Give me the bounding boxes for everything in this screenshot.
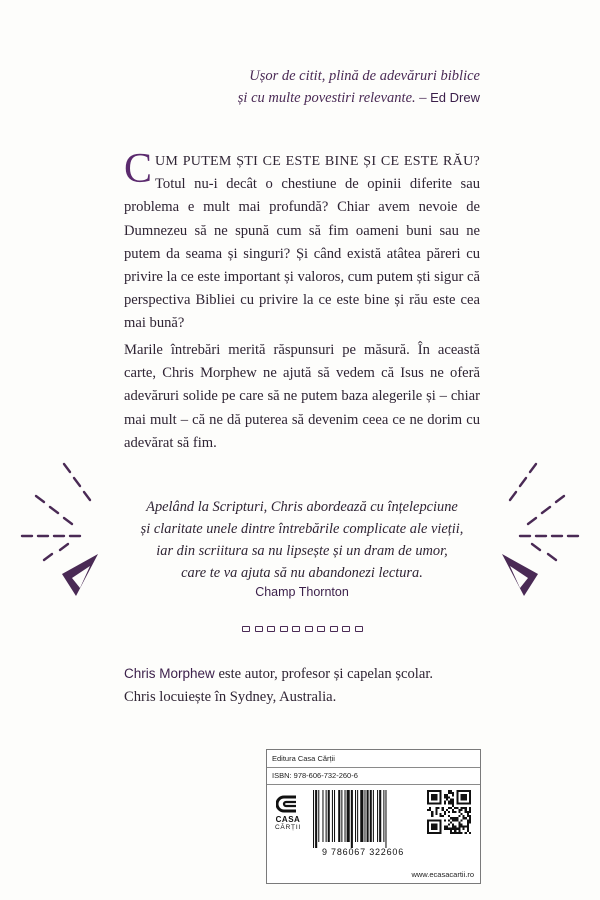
qr-module (461, 826, 463, 828)
qr-module (456, 807, 458, 809)
qr-module (454, 828, 456, 830)
qr-module (467, 811, 469, 813)
qr-module (465, 826, 467, 828)
qr-module (454, 832, 456, 834)
barcode-bar (379, 790, 381, 842)
qr-module (469, 819, 471, 821)
qr-module (458, 824, 460, 826)
qr-module (452, 824, 454, 826)
qr-module (461, 809, 463, 811)
barcode-bar (345, 790, 346, 842)
qr-module (440, 815, 442, 817)
qr-module (452, 792, 454, 794)
qr-module (446, 828, 448, 830)
qr-module (444, 819, 446, 821)
qr-module (444, 794, 446, 796)
qr-module (442, 809, 444, 811)
qr-module (454, 817, 456, 819)
qr-module (450, 800, 452, 802)
qr-module (454, 811, 456, 813)
qr-module (450, 792, 452, 794)
qr-module (448, 790, 450, 792)
qr-module (458, 811, 460, 813)
qr-module (456, 817, 458, 819)
barcode-bar (318, 790, 319, 842)
qr-module (465, 809, 467, 811)
barcode-bar (383, 790, 384, 842)
barcode-bar (315, 790, 317, 848)
publisher-website: www.ecasacartii.ro (411, 870, 474, 879)
qr-module (454, 830, 456, 832)
qr-module (469, 815, 471, 817)
qr-module (448, 803, 450, 805)
qr-module (461, 824, 463, 826)
qr-module (437, 807, 439, 809)
qr-module (454, 807, 456, 809)
qr-module (463, 828, 465, 830)
qr-module (435, 811, 437, 813)
qr-module (448, 824, 450, 826)
endorsement-author: Champ Thornton (255, 585, 349, 599)
qr-module (467, 826, 469, 828)
qr-module (463, 807, 465, 809)
qr-module (448, 828, 450, 830)
qr-module (444, 800, 446, 802)
qr-module (456, 832, 458, 834)
info-divider (267, 784, 480, 785)
qr-module (458, 809, 460, 811)
qr-module (450, 830, 452, 832)
drop-cap-letter: C (124, 146, 153, 192)
endorsement-line: iar din scriitura sa nu lipsește și un dram de umor, (156, 543, 448, 559)
qr-module (448, 796, 450, 798)
endorsement-line: și claritate unele dintre întrebările complicate ale vieții, (140, 521, 464, 537)
qr-module (446, 809, 448, 811)
logo-word-2: CĂRȚII (274, 824, 302, 831)
qr-module (444, 826, 446, 828)
qr-module (431, 815, 433, 817)
qr-module (452, 800, 454, 802)
qr-module (450, 798, 452, 800)
qr-module (461, 832, 463, 834)
intro-body-text: Totul nu-i decât o chestiune de opinii diferite sau problema e mult mai profundă? Chiar avem nevoie de Dumnezeu să ne spună cum să fim oameni buni sau ne putem da seama și singuri? Și când există atâtea păreri cu privire la ce este important și valoros, cum putem ști sigur că perspectiva Bibliei cu privire la ce este bine și rău este cea mai bună? (124, 176, 480, 332)
qr-module (450, 817, 452, 819)
qr-module (465, 817, 467, 819)
qr-module (446, 798, 448, 800)
barcode-bar (326, 790, 327, 842)
barcode-bar (341, 790, 342, 842)
intro-lead-question: UM PUTEM ȘTI CE ESTE BINE ȘI CE ESTE RĂU? (155, 154, 480, 169)
endorsement-line: Apelând la Scripturi, Chris abordează cu înțelepciune (146, 499, 458, 515)
barcode-bar (351, 790, 353, 848)
qr-module (458, 828, 460, 830)
isbn-barcode (309, 790, 417, 848)
qr-module (444, 828, 446, 830)
barcode-bar (385, 790, 386, 848)
barcode-bar (322, 790, 323, 842)
barcode-bar (338, 790, 340, 842)
author-bio-line-1: este autor, profesor și capelan școlar. (218, 666, 434, 682)
qr-module (456, 819, 458, 821)
qr-finder (461, 794, 467, 800)
qr-module (452, 805, 454, 807)
barcode-digits: 9 786067 322606 (321, 847, 405, 857)
qr-module (467, 824, 469, 826)
author-bio (124, 662, 504, 709)
divider-dot (292, 626, 300, 632)
qr-module (467, 813, 469, 815)
qr-module (450, 807, 452, 809)
qr-module (452, 832, 454, 834)
top-quote-author: Ed Drew (430, 90, 480, 105)
qr-module (450, 803, 452, 805)
intro-paragraph (124, 146, 480, 336)
qr-code (427, 790, 471, 834)
qr-module (435, 809, 437, 811)
qr-module (450, 832, 452, 834)
qr-module (448, 807, 450, 809)
qr-module (440, 813, 442, 815)
qr-module (458, 832, 460, 834)
qr-module (458, 815, 460, 817)
logo-word-1: CASA (275, 815, 301, 824)
barcode-bar (332, 790, 333, 842)
qr-module (467, 821, 469, 823)
qr-module (461, 819, 463, 821)
divider-dot (305, 626, 313, 632)
qr-module (442, 815, 444, 817)
qr-module (450, 828, 452, 830)
qr-module (452, 819, 454, 821)
right-burst-ornament (496, 456, 586, 616)
barcode-bar (328, 790, 330, 842)
qr-module (429, 809, 431, 811)
qr-module (435, 813, 437, 815)
qr-module (454, 826, 456, 828)
qr-module (463, 817, 465, 819)
divider-dot (342, 626, 350, 632)
dot-divider (242, 626, 363, 632)
qr-module (456, 828, 458, 830)
qr-module (461, 813, 463, 815)
divider-dot (280, 626, 288, 632)
qr-module (452, 798, 454, 800)
divider-dot (267, 626, 275, 632)
qr-module (446, 794, 448, 796)
qr-module (444, 803, 446, 805)
qr-module (458, 826, 460, 828)
publisher-info-box (266, 749, 481, 884)
qr-module (469, 832, 471, 834)
barcode-bar (373, 790, 374, 842)
qr-module (469, 817, 471, 819)
divider-dot (255, 626, 263, 632)
qr-module (429, 807, 431, 809)
qr-module (467, 828, 469, 830)
qr-module (442, 807, 444, 809)
qr-module (452, 826, 454, 828)
qr-module (444, 796, 446, 798)
qr-module (458, 821, 460, 823)
barcode-bar (360, 790, 363, 842)
publisher-name: Editura Casa Cărții (272, 754, 335, 763)
publisher-logo-icon (276, 794, 300, 814)
qr-module (450, 790, 452, 792)
divider-dot (330, 626, 338, 632)
qr-module (452, 817, 454, 819)
qr-module (448, 815, 450, 817)
barcode-bar (313, 790, 314, 848)
qr-module (452, 803, 454, 805)
barcode-bar (357, 790, 358, 842)
qr-module (458, 830, 460, 832)
qr-module (452, 811, 454, 813)
qr-module (452, 828, 454, 830)
divider-dot (317, 626, 325, 632)
qr-module (469, 809, 471, 811)
qr-module (467, 815, 469, 817)
qr-module (446, 826, 448, 828)
divider-dot (355, 626, 363, 632)
qr-module (467, 819, 469, 821)
divider-dot (242, 626, 250, 632)
qr-module (469, 807, 471, 809)
barcode-bar (370, 790, 372, 842)
qr-module (469, 811, 471, 813)
top-endorsement-quote (100, 66, 480, 109)
qr-finder (431, 824, 437, 830)
barcode-bar (377, 790, 378, 842)
qr-module (467, 830, 469, 832)
barcode-bar (355, 790, 356, 842)
top-quote-line-1: Ușor de citit, plină de adevăruri biblice (249, 68, 480, 84)
qr-module (431, 811, 433, 813)
endorsement-quote (122, 496, 482, 584)
qr-module (463, 815, 465, 817)
qr-module (448, 811, 450, 813)
qr-module (444, 813, 446, 815)
qr-finder (431, 794, 437, 800)
qr-module (450, 821, 452, 823)
info-divider (267, 767, 480, 768)
qr-module (465, 807, 467, 809)
qr-module (448, 819, 450, 821)
qr-module (448, 800, 450, 802)
qr-module (444, 811, 446, 813)
qr-module (454, 819, 456, 821)
qr-module (427, 809, 429, 811)
qr-module (465, 832, 467, 834)
description-paragraph: Marile întrebări merită răspunsuri pe măsură. În această carte, Chris Morphew ne ajută să vedem că Isus ne oferă adevăruri solide pe care să ne putem baza alegerile și – chiar mai mult – că ne dă puterea să devenim ceea ce ne dorim cu adevărat să fim. (124, 342, 480, 451)
qr-module (431, 813, 433, 815)
qr-module (435, 807, 437, 809)
qr-module (461, 807, 463, 809)
qr-module (446, 796, 448, 798)
barcode-bar (367, 790, 369, 842)
author-bio-line-2: Chris locuiește în Sydney, Australia. (124, 689, 337, 705)
qr-module (469, 821, 471, 823)
qr-module (452, 794, 454, 796)
qr-module (465, 811, 467, 813)
qr-module (448, 792, 450, 794)
qr-module (463, 826, 465, 828)
author-name: Chris Morphew (124, 666, 215, 681)
isbn-text: ISBN: 978-606-732-260-6 (272, 771, 358, 780)
qr-module (452, 809, 454, 811)
barcode-bar (334, 790, 335, 842)
top-quote-line-2: și cu multe povestiri relevante. – (237, 90, 427, 106)
barcode-bar (347, 790, 350, 842)
barcode-bar (364, 790, 365, 842)
publisher-logo (271, 794, 305, 846)
endorsement-line: care te va ajuta să nu abandonezi lectura. (181, 565, 423, 581)
left-burst-ornament (14, 456, 104, 616)
